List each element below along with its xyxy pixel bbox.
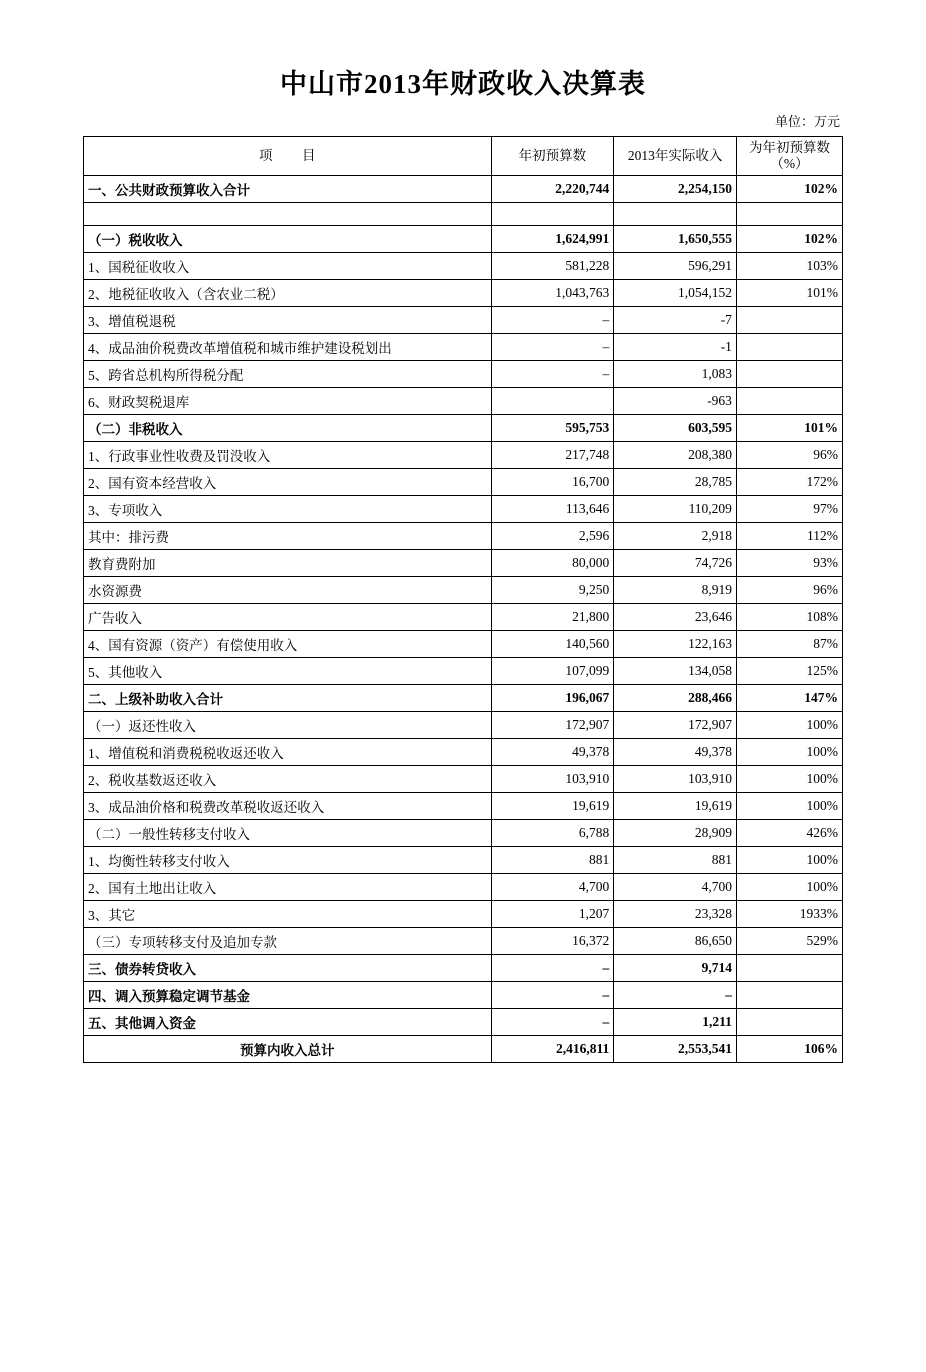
row-actual-value: 86,650 xyxy=(614,928,737,955)
row-percent-value: 1933% xyxy=(736,901,842,928)
row-actual-value: 28,785 xyxy=(614,469,737,496)
row-budget-value: 2,416,811 xyxy=(491,1036,614,1063)
row-percent-value: 108% xyxy=(736,604,842,631)
row-actual-value: 2,553,541 xyxy=(614,1036,737,1063)
row-actual-value: 122,163 xyxy=(614,631,737,658)
row-item-label: 3、成品油价格和税费改革税收返还收入 xyxy=(84,793,492,820)
table-row xyxy=(84,253,843,280)
row-percent-value: 101% xyxy=(736,280,842,307)
row-percent-value: 100% xyxy=(736,766,842,793)
row-actual-value: -7 xyxy=(614,307,737,334)
row-item-label: 1、行政事业性收费及罚没收入 xyxy=(84,442,492,469)
row-item-label: 其中：排污费 xyxy=(84,523,492,550)
table-row xyxy=(84,820,843,847)
row-percent-value xyxy=(736,388,842,415)
row-actual-value: 881 xyxy=(614,847,737,874)
table-row xyxy=(84,712,843,739)
row-actual-value: 1,054,152 xyxy=(614,280,737,307)
row-item-label: （二）一般性转移支付收入 xyxy=(84,820,492,847)
column-header-percent: 为年初预算数（%） xyxy=(736,137,842,176)
row-budget-value: 217,748 xyxy=(491,442,614,469)
row-percent-value: 106% xyxy=(736,1036,842,1063)
row-item-label: 1、增值税和消费税税收返还收入 xyxy=(84,739,492,766)
table-row xyxy=(84,469,843,496)
table-row xyxy=(84,685,843,712)
row-budget-value: 49,378 xyxy=(491,739,614,766)
row-budget-value: 113,646 xyxy=(491,496,614,523)
table-row xyxy=(84,577,843,604)
column-header-item: 项 目 xyxy=(84,137,492,176)
row-item-label: 预算内收入总计 xyxy=(84,1036,492,1063)
row-item-label: 5、其他收入 xyxy=(84,658,492,685)
table-row xyxy=(84,307,843,334)
row-budget-value: 140,560 xyxy=(491,631,614,658)
table-row xyxy=(84,1009,843,1036)
row-actual-value: 23,646 xyxy=(614,604,737,631)
row-percent-value: 96% xyxy=(736,577,842,604)
row-budget-value: 4,700 xyxy=(491,874,614,901)
row-item-label: 2、税收基数返还收入 xyxy=(84,766,492,793)
row-percent-value: 102% xyxy=(736,176,842,203)
row-budget-value: 172,907 xyxy=(491,712,614,739)
table-row xyxy=(84,523,843,550)
row-item-label: （三）专项转移支付及追加专款 xyxy=(84,928,492,955)
row-actual-value: 28,909 xyxy=(614,820,737,847)
row-percent-value xyxy=(736,307,842,334)
row-item-label: 3、增值税退税 xyxy=(84,307,492,334)
row-budget-value: – xyxy=(491,361,614,388)
row-item-label: 4、成品油价税费改革增值税和城市维护建设税划出 xyxy=(84,334,492,361)
row-percent-value: 147% xyxy=(736,685,842,712)
table-row xyxy=(84,442,843,469)
document-page xyxy=(0,62,926,1372)
row-actual-value: 1,211 xyxy=(614,1009,737,1036)
row-budget-value: – xyxy=(491,307,614,334)
row-budget-value: 21,800 xyxy=(491,604,614,631)
unit-note: 单位：万元 xyxy=(774,114,840,129)
table-row xyxy=(84,982,843,1009)
row-actual-value: 8,919 xyxy=(614,577,737,604)
row-percent-value: 529% xyxy=(736,928,842,955)
row-percent-value: 100% xyxy=(736,874,842,901)
table-row xyxy=(84,176,843,203)
row-percent-value: 100% xyxy=(736,739,842,766)
table-row xyxy=(84,496,843,523)
row-budget-value: 16,372 xyxy=(491,928,614,955)
row-budget-value: 581,228 xyxy=(491,253,614,280)
table-header xyxy=(84,137,843,176)
row-actual-value: 208,380 xyxy=(614,442,737,469)
row-budget-value: – xyxy=(491,982,614,1009)
row-item-label: （一）税收收入 xyxy=(84,226,492,253)
row-percent-value: 96% xyxy=(736,442,842,469)
row-percent-value: 125% xyxy=(736,658,842,685)
row-actual-value: 596,291 xyxy=(614,253,737,280)
row-item-label: 3、专项收入 xyxy=(84,496,492,523)
row-item-label: 6、财政契税退库 xyxy=(84,388,492,415)
table-row xyxy=(84,226,843,253)
row-item-label: 1、国税征收收入 xyxy=(84,253,492,280)
row-percent-value: 100% xyxy=(736,712,842,739)
table-row xyxy=(84,955,843,982)
row-actual-value: 603,595 xyxy=(614,415,737,442)
row-percent-value xyxy=(736,1009,842,1036)
table-row xyxy=(84,793,843,820)
row-item-label: 4、国有资源（资产）有偿使用收入 xyxy=(84,631,492,658)
row-actual-value: 23,328 xyxy=(614,901,737,928)
row-percent-value xyxy=(736,982,842,1009)
row-actual-value: 1,650,555 xyxy=(614,226,737,253)
row-item-label: 四、调入预算稳定调节基金 xyxy=(84,982,492,1009)
row-item-label: 2、国有资本经营收入 xyxy=(84,469,492,496)
row-budget-value: 196,067 xyxy=(491,685,614,712)
row-actual-value: 110,209 xyxy=(614,496,737,523)
row-budget-value: 103,910 xyxy=(491,766,614,793)
row-item-label: 三、债券转贷收入 xyxy=(84,955,492,982)
table-row xyxy=(84,361,843,388)
row-actual-value: 1,083 xyxy=(614,361,737,388)
row-budget-value: 80,000 xyxy=(491,550,614,577)
row-budget-value: 1,207 xyxy=(491,901,614,928)
row-item-label: 3、其它 xyxy=(84,901,492,928)
row-percent-value xyxy=(736,334,842,361)
row-percent-value xyxy=(736,203,842,226)
table-row-spacer xyxy=(84,203,843,226)
table-row xyxy=(84,631,843,658)
row-item-label: 一、公共财政预算收入合计 xyxy=(84,176,492,203)
row-percent-value xyxy=(736,955,842,982)
row-budget-value: 595,753 xyxy=(491,415,614,442)
row-actual-value: 2,918 xyxy=(614,523,737,550)
row-actual-value: 2,254,150 xyxy=(614,176,737,203)
row-budget-value xyxy=(491,203,614,226)
row-actual-value: -963 xyxy=(614,388,737,415)
row-actual-value: – xyxy=(614,982,737,1009)
row-item-label: 教育费附加 xyxy=(84,550,492,577)
row-percent-value: 102% xyxy=(736,226,842,253)
row-budget-value: – xyxy=(491,334,614,361)
row-item-label: 二、上级补助收入合计 xyxy=(84,685,492,712)
table-row xyxy=(84,874,843,901)
row-budget-value: 6,788 xyxy=(491,820,614,847)
row-percent-value: 100% xyxy=(736,793,842,820)
row-percent-value: 112% xyxy=(736,523,842,550)
row-budget-value: 107,099 xyxy=(491,658,614,685)
table-row xyxy=(84,739,843,766)
row-budget-value: 1,624,991 xyxy=(491,226,614,253)
row-budget-value: 2,220,744 xyxy=(491,176,614,203)
row-actual-value: 288,466 xyxy=(614,685,737,712)
row-actual-value: 49,378 xyxy=(614,739,737,766)
row-budget-value: 881 xyxy=(491,847,614,874)
table-row xyxy=(84,1036,843,1063)
row-actual-value: 19,619 xyxy=(614,793,737,820)
row-budget-value xyxy=(491,388,614,415)
row-actual-value: 74,726 xyxy=(614,550,737,577)
row-percent-value: 93% xyxy=(736,550,842,577)
row-budget-value: – xyxy=(491,1009,614,1036)
row-percent-value: 172% xyxy=(736,469,842,496)
row-actual-value xyxy=(614,203,737,226)
row-item-label: 水资源费 xyxy=(84,577,492,604)
row-item-label: 2、地税征收收入（含农业二税） xyxy=(84,280,492,307)
table-row xyxy=(84,334,843,361)
row-item-label: 广告收入 xyxy=(84,604,492,631)
page-title: 中山市2013年财政收入决算表 xyxy=(280,69,646,99)
row-actual-value: 4,700 xyxy=(614,874,737,901)
row-actual-value: 103,910 xyxy=(614,766,737,793)
row-actual-value: 9,714 xyxy=(614,955,737,982)
table-row xyxy=(84,415,843,442)
table-row xyxy=(84,388,843,415)
row-item-label: 2、国有土地出让收入 xyxy=(84,874,492,901)
row-item-label: 5、跨省总机构所得税分配 xyxy=(84,361,492,388)
row-item-label: （二）非税收入 xyxy=(84,415,492,442)
row-percent-value: 97% xyxy=(736,496,842,523)
row-budget-value: 1,043,763 xyxy=(491,280,614,307)
row-percent-value: 87% xyxy=(736,631,842,658)
header-row xyxy=(84,137,843,176)
row-actual-value: 172,907 xyxy=(614,712,737,739)
row-budget-value: – xyxy=(491,955,614,982)
row-percent-value: 426% xyxy=(736,820,842,847)
table-row xyxy=(84,766,843,793)
row-item-label: （一）返还性收入 xyxy=(84,712,492,739)
table-row xyxy=(84,550,843,577)
row-item-label: 1、均衡性转移支付收入 xyxy=(84,847,492,874)
row-budget-value: 9,250 xyxy=(491,577,614,604)
table-row xyxy=(84,928,843,955)
row-budget-value: 19,619 xyxy=(491,793,614,820)
table-body xyxy=(84,176,843,1063)
table-row xyxy=(84,658,843,685)
table-row xyxy=(84,280,843,307)
row-percent-value: 100% xyxy=(736,847,842,874)
row-item-label xyxy=(84,203,492,226)
row-actual-value: 134,058 xyxy=(614,658,737,685)
row-percent-value xyxy=(736,361,842,388)
table-row xyxy=(84,901,843,928)
row-percent-value: 101% xyxy=(736,415,842,442)
finance-table xyxy=(83,136,843,1063)
table-row xyxy=(84,847,843,874)
row-budget-value: 2,596 xyxy=(491,523,614,550)
row-actual-value: -1 xyxy=(614,334,737,361)
column-header-actual: 2013年实际收入 xyxy=(614,137,737,176)
column-header-budget: 年初预算数 xyxy=(491,137,614,176)
row-budget-value: 16,700 xyxy=(491,469,614,496)
table-row xyxy=(84,604,843,631)
row-item-label: 五、其他调入资金 xyxy=(84,1009,492,1036)
row-percent-value: 103% xyxy=(736,253,842,280)
